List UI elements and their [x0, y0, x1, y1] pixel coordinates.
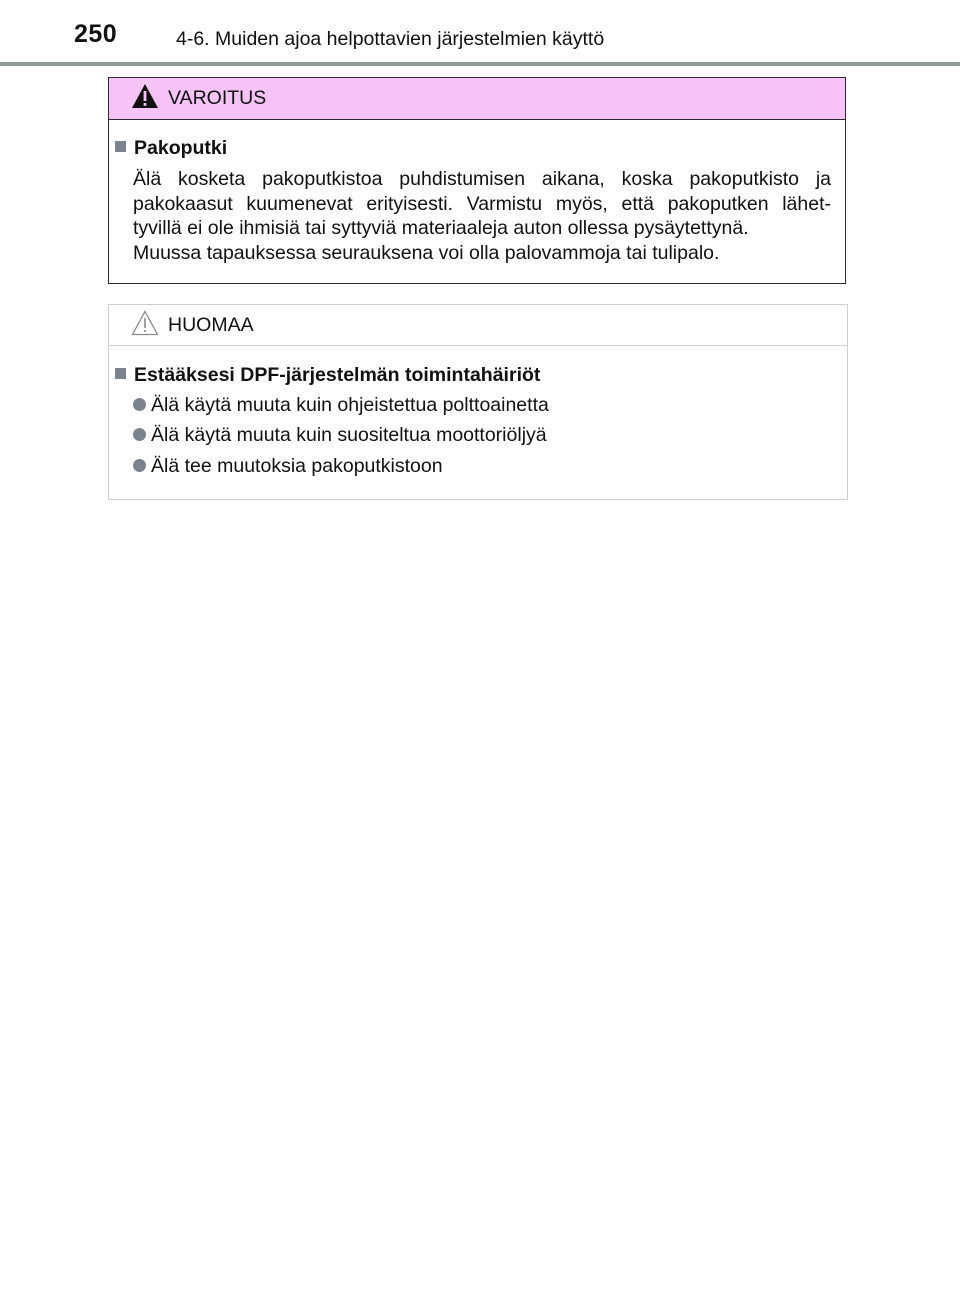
notice-bullet-text: Älä käytä muuta kuin suositeltua moottoriöljyä — [151, 424, 547, 446]
circle-bullet-icon — [133, 459, 146, 472]
warning-line: pakokaasut kuumenevat erityisesti. Varmistu myös, että pakoputken lähet- — [133, 192, 831, 215]
circle-bullet-icon — [133, 398, 146, 411]
notice-bullet-item — [133, 394, 549, 417]
warning-line: Älä kosketa pakoputkistoa puhdistumisen aikana, koska pakoputkisto ja — [133, 168, 831, 190]
warning-paragraph — [133, 167, 831, 265]
warning-heading — [115, 137, 227, 160]
notice-bullet-item — [133, 424, 547, 447]
warning-label: VAROITUS — [168, 87, 267, 109]
notice-bullet-text: Älä tee muutoksia pakoputkistoon — [151, 455, 443, 477]
warning-box — [108, 77, 846, 284]
header-rule — [0, 62, 960, 66]
notice-heading — [115, 364, 540, 387]
notice-heading-text: Estääksesi DPF-järjestelmän toimintahäiriöt — [134, 364, 541, 386]
section-title: 4-6. Muiden ajoa helpottavien järjestelmien käyttö — [176, 28, 605, 50]
circle-bullet-icon — [133, 428, 146, 441]
notice-bullet-text: Älä käytä muuta kuin ohjeistettua polttoainetta — [151, 394, 549, 416]
notice-label: HUOMAA — [168, 314, 254, 336]
square-bullet-icon — [115, 368, 126, 379]
page-header — [0, 0, 960, 66]
notice-box — [108, 304, 848, 500]
notice-box-header — [109, 305, 847, 346]
square-bullet-icon — [115, 141, 126, 152]
caution-triangle-icon — [131, 310, 159, 341]
notice-bullet-item — [133, 455, 443, 478]
page-number: 250 — [74, 20, 118, 48]
warning-box-header — [109, 78, 845, 120]
warning-heading-text: Pakoputki — [134, 137, 228, 159]
warning-line: Muussa tapauksessa seurauksena voi olla palovammoja tai tulipalo. — [133, 241, 720, 264]
warning-line: tyvillä ei ole ihmisiä tai syttyviä materiaaleja auton ollessa pysäytettynä. — [133, 217, 749, 239]
warning-triangle-icon — [131, 83, 159, 114]
